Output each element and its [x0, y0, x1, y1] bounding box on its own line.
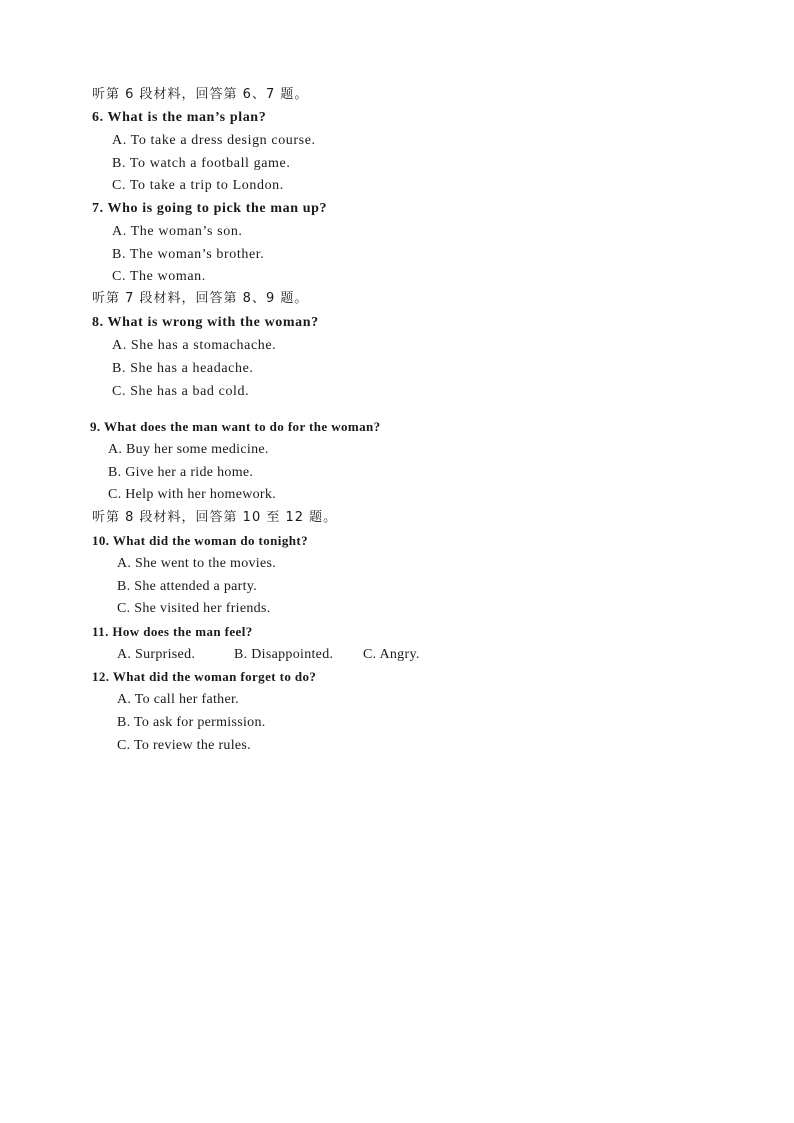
question-10-option-c: C. She visited her friends. — [117, 601, 271, 616]
question-10-option-a: A. She went to the movies. — [117, 556, 277, 571]
question-6-stem: 6. What is the man’s plan? — [92, 110, 267, 125]
section-heading-7: 听第 7 段材料，回答第 8、9 题。 — [92, 291, 309, 306]
question-9-option-b: B. Give her a ride home. — [108, 465, 254, 480]
question-11-stem: 11. How does the man feel? — [92, 624, 253, 639]
question-7-option-a: A. The woman’s son. — [112, 224, 243, 239]
question-12-option-a: A. To call her father. — [117, 692, 239, 707]
question-7-option-c: C. The woman. — [112, 269, 206, 284]
question-12-stem: 12. What did the woman forget to do? — [92, 669, 317, 684]
question-7-option-b: B. The woman’s brother. — [112, 247, 265, 262]
question-8-option-a: A. She has a stomachache. — [112, 338, 277, 353]
question-11-option-b: B. Disappointed. — [234, 647, 334, 662]
question-12-option-c: C. To review the rules. — [117, 738, 251, 753]
section-heading-8: 听第 8 段材料，回答第 10 至 12 题。 — [92, 510, 338, 525]
question-9-stem: 9. What does the man want to do for the woman? — [90, 419, 381, 434]
question-6-option-b: B. To watch a football game. — [112, 156, 291, 171]
question-8-stem: 8. What is wrong with the woman? — [92, 315, 319, 330]
question-9-option-c: C. Help with her homework. — [108, 487, 276, 502]
question-11-option-c: C. Angry. — [363, 647, 420, 662]
section-heading-6: 听第 6 段材料，回答第 6、7 题。 — [92, 87, 309, 102]
question-10-stem: 10. What did the woman do tonight? — [92, 533, 308, 548]
question-8-option-c: C. She has a bad cold. — [112, 384, 250, 399]
question-11-option-a: A. Surprised. — [117, 647, 196, 662]
question-8-option-b: B. She has a headache. — [112, 361, 254, 376]
question-12-option-b: B. To ask for permission. — [117, 715, 266, 730]
question-9-option-a: A. Buy her some medicine. — [108, 442, 269, 457]
question-6-option-a: A. To take a dress design course. — [112, 133, 316, 148]
question-7-stem: 7. Who is going to pick the man up? — [92, 201, 328, 216]
question-6-option-c: C. To take a trip to London. — [112, 178, 284, 193]
question-10-option-b: B. She attended a party. — [117, 579, 258, 594]
